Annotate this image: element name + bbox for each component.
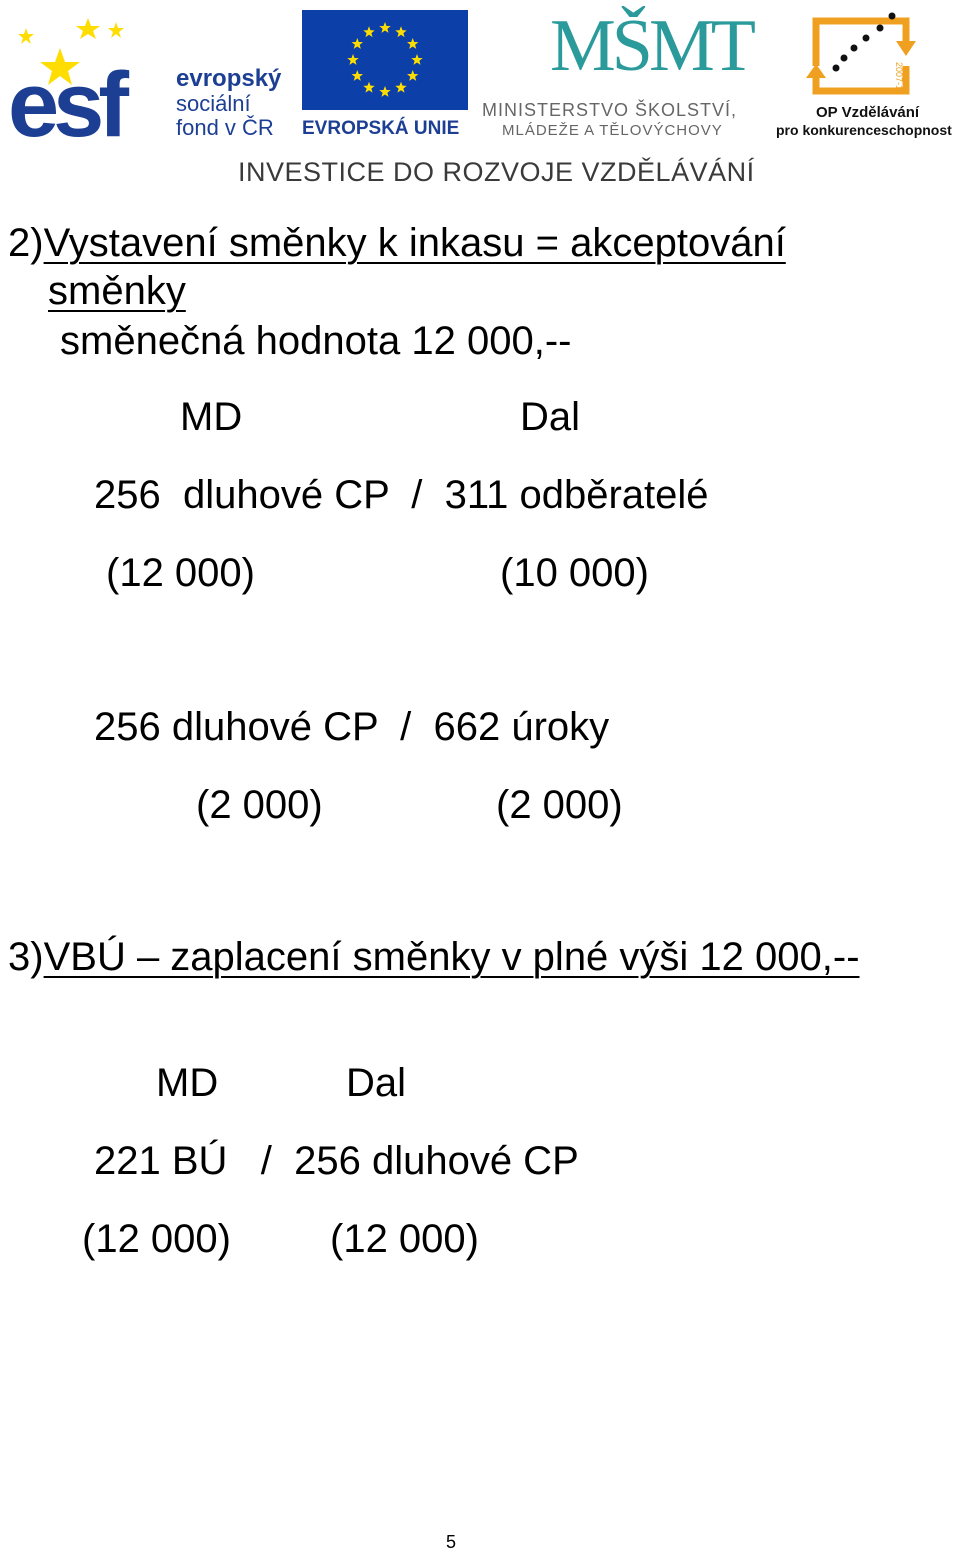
section2-entry1: 256 dluhové CP / 311 odběratelé <box>94 473 709 517</box>
eu-star-icon <box>352 70 363 81</box>
msmt-line2: MLÁDEŽE A TĚLOVÝCHOVY <box>502 122 723 139</box>
eu-label: EVROPSKÁ UNIE <box>302 118 460 139</box>
esf-logo <box>8 8 290 138</box>
esf-mark-icon <box>8 8 178 138</box>
op-line2: pro konkurenceschopnost <box>776 122 952 138</box>
section2-entry2-dal: (2 000) <box>496 783 623 827</box>
page-number: 5 <box>446 1532 457 1552</box>
eu-star-icon <box>347 54 358 65</box>
eu-logo <box>302 10 468 140</box>
section2-heading <box>8 220 786 266</box>
section3-entry: 221 BÚ / 256 dluhové CP <box>94 1139 579 1183</box>
section3-dal-label: Dal <box>346 1061 407 1105</box>
section2-entry1-dal: (10 000) <box>500 551 649 595</box>
section3-entry-dal: (12 000) <box>330 1217 479 1261</box>
eu-star-icon <box>363 26 374 37</box>
esf-line1: evropský <box>176 65 282 92</box>
section3-heading <box>8 934 860 980</box>
section2-number: 2) <box>8 221 44 265</box>
section3-entry-md: (12 000) <box>82 1217 231 1261</box>
section2-entry2: 256 dluhové CP / 662 úroky <box>94 705 610 749</box>
section3-md-label: MD <box>156 1061 219 1105</box>
op-badge: 2007-13 <box>894 62 904 96</box>
eu-star-icon <box>407 70 418 81</box>
msmt-line1: MINISTERSTVO ŠKOLSTVÍ, <box>482 100 738 120</box>
eu-star-icon <box>411 54 422 65</box>
header-tagline: INVESTICE DO ROZVOJE VZDĚLÁVÁNÍ <box>238 157 755 187</box>
op-logo <box>776 6 956 141</box>
esf-line2: sociální <box>176 91 251 116</box>
eu-star-icon <box>379 86 390 97</box>
msmt-logo <box>480 6 770 141</box>
eu-star-icon <box>352 38 363 49</box>
section2-md-label: MD <box>180 395 243 439</box>
section2-title-line1: Vystavení směnky k inkasu = akceptování <box>43 221 786 265</box>
eu-flag-icon <box>302 10 468 110</box>
section3-title: VBÚ – zaplacení směnky v plné výši 12 000,-- <box>43 935 860 979</box>
eu-star-icon <box>379 22 390 33</box>
header-logo-bar <box>0 0 960 195</box>
op-arrows-icon <box>806 6 926 101</box>
section3-number: 3) <box>8 935 44 979</box>
msmt-mark: MŠMT <box>550 5 752 87</box>
eu-star-icon <box>407 38 418 49</box>
eu-star-icon <box>395 82 406 93</box>
eu-star-icon <box>363 82 374 93</box>
section2-title-line2: směnky <box>48 269 186 313</box>
section2-dal-label: Dal <box>520 395 581 439</box>
section2-entry1-md: (12 000) <box>106 551 255 595</box>
esf-line3: fond v ČR <box>176 115 274 140</box>
section2-entry2-md: (2 000) <box>196 783 323 827</box>
op-line1: OP Vzdělávání <box>816 104 920 121</box>
section2-value-line: směnečná hodnota 12 000,-- <box>60 319 572 363</box>
eu-star-icon <box>395 26 406 37</box>
esf-mark-text: esf <box>8 54 123 138</box>
